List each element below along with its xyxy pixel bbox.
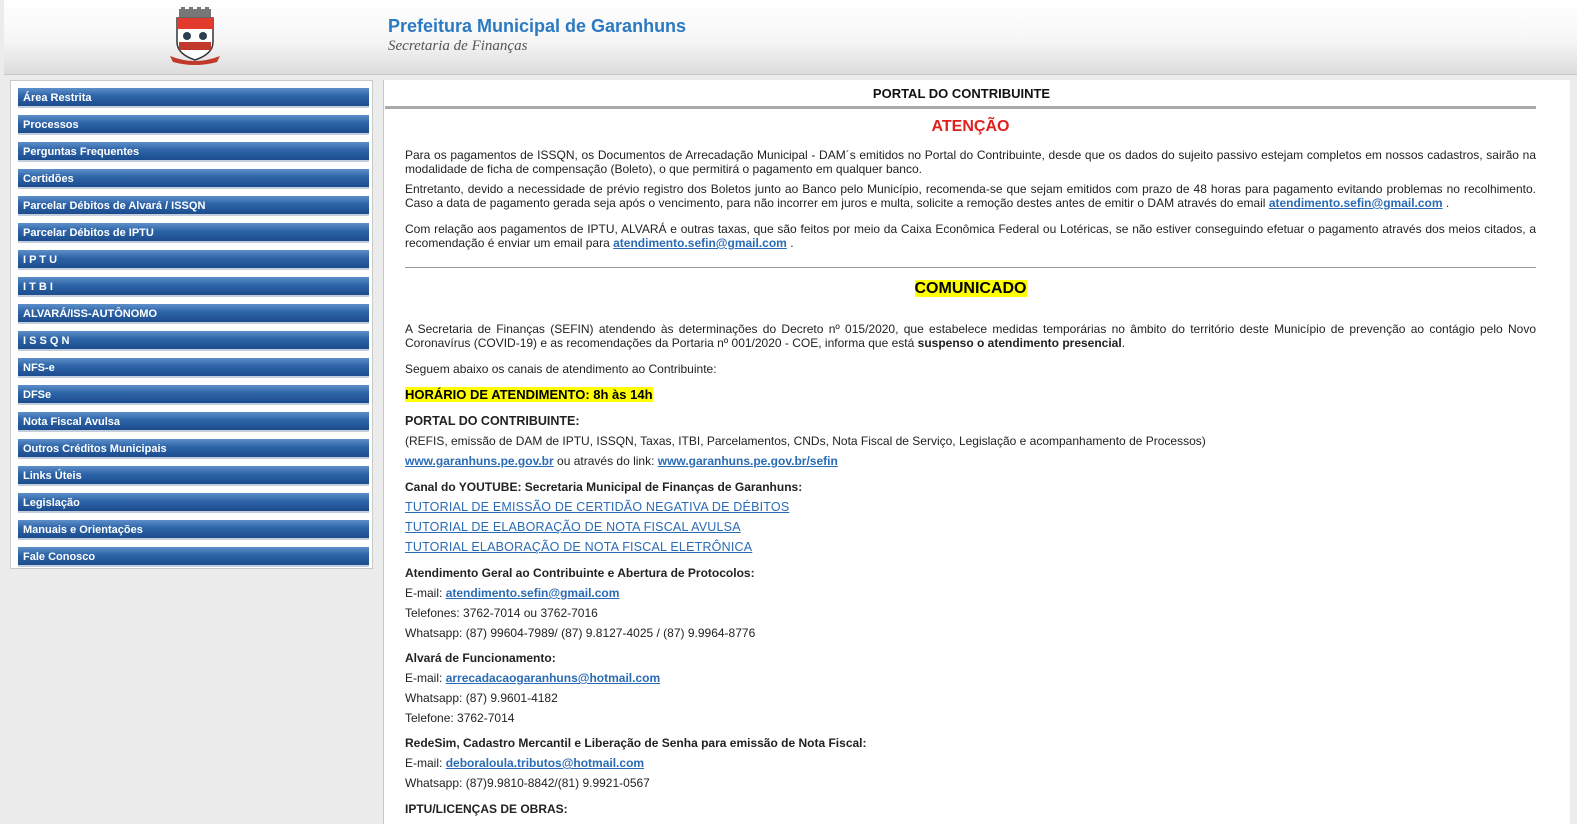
comunicado-suspenso-text: suspenso o atendimento presencial: [917, 336, 1122, 350]
sidebar-item-parcelar-iptu[interactable]: Parcelar Débitos de IPTU: [18, 223, 369, 243]
atencao-paragraph-2-text: Entretanto, devido a necessidade de prévio registro dos Boletos junto ao Banco pelo Município, recomenda-se que sejam emitidos com prazo de 48 horas para pagamento evitando problemas no recolhimento. Caso a data de pagamento gerada seja após o vencimento, para não incorrer em juros e multa, solicite a remoção destes antes de emitir o DAM através do email: [405, 182, 1536, 210]
youtube-link-item: [405, 540, 1536, 554]
sidebar-item-iptu[interactable]: I P T U: [18, 250, 369, 270]
page-header: [4, 0, 1577, 75]
comunicado-paragraph-1-text: A Secretaria de Finanças (SEFIN) atendendo às determinações do Decreto nº 015/2020, que estabelece medidas temporárias no âmbito do território deste Município de prevenção ao contágio pelo Novo Coronavírus (COVID-19) e as recomendações da Portaria nº 001/2020 - COE, informa que está: [405, 322, 1536, 350]
sidebar-item-dfse[interactable]: DFSe: [18, 385, 369, 405]
redesim-heading: RedeSim, Cadastro Mercantil e Liberação de Senha para emissão de Nota Fiscal:: [405, 736, 867, 750]
alvara-whatsapp: Whatsapp: (87) 9.9601-4182: [405, 691, 558, 705]
portal-links-line: [405, 454, 1536, 468]
sidebar-item-manuais-orientacoes[interactable]: Manuais e Orientações: [18, 520, 369, 540]
portal-heading: PORTAL DO CONTRIBUINTE:: [405, 414, 580, 428]
alvara-telefone: Telefone: 3762-7014: [405, 711, 515, 725]
sidebar-item-links-uteis[interactable]: Links Úteis: [18, 466, 369, 486]
portal-link-sefin[interactable]: www.garanhuns.pe.gov.br/sefin: [657, 454, 838, 468]
iptu-licencas-heading: IPTU/LICENÇAS DE OBRAS:: [405, 802, 568, 816]
title-divider: [385, 106, 1536, 109]
comunicado-paragraph-1-end: .: [1121, 336, 1126, 350]
youtube-link-nota-avulsa[interactable]: TUTORIAL DE ELABORAÇÃO DE NOTA FISCAL AVULSA: [405, 520, 741, 534]
site-title: Prefeitura Municipal de Garanhuns: [388, 16, 687, 36]
atendimento-heading: Atendimento Geral ao Contribuinte e Abertura de Protocolos:: [405, 566, 755, 580]
atendimento-whatsapp: Whatsapp: (87) 99604-7989/ (87) 9.8127-4025 / (87) 9.9964-8776: [405, 626, 756, 640]
sidebar-item-outros-creditos[interactable]: Outros Créditos Municipais: [18, 439, 369, 459]
comunicado-paragraph-2: Seguem abaixo os canais de atendimento ao Contribuinte:: [405, 362, 717, 376]
sidebar-item-processos[interactable]: Processos: [18, 115, 369, 135]
comunicado-heading: COMUNICADO: [914, 280, 1027, 297]
alvara-email-link[interactable]: arrecadacaogaranhuns@hotmail.com: [445, 671, 661, 685]
alvara-heading: Alvará de Funcionamento:: [405, 651, 556, 665]
sidebar-menu: [10, 80, 373, 569]
redesim-email-label: E-mail:: [405, 756, 443, 770]
section-divider: [405, 267, 1536, 268]
sidebar-item-nfs-e[interactable]: NFS-e: [18, 358, 369, 378]
sidebar-item-issqn[interactable]: I S S Q N: [18, 331, 369, 351]
youtube-link-nota-eletronica[interactable]: TUTORIAL ELABORAÇÃO DE NOTA FISCAL ELETRÔNICA: [405, 540, 753, 554]
sidebar-item-fale-conosco[interactable]: Fale Conosco: [18, 547, 369, 567]
atendimento-email-label: E-mail:: [405, 586, 443, 600]
sidebar-item-parcelar-alvara-issqn[interactable]: Parcelar Débitos de Alvará / ISSQN: [18, 196, 369, 216]
portal-description: (REFIS, emissão de DAM de IPTU, ISSQN, Taxas, ITBI, Parcelamentos, CNDs, Nota Fiscal de Serviço, Legislação e acompanhamento de Processos): [405, 434, 1206, 448]
portal-link-main[interactable]: www.garanhuns.pe.gov.br: [405, 454, 554, 468]
atendimento-telefones: Telefones: 3762-7014 ou 3762-7016: [405, 606, 598, 620]
atencao-heading: ATENÇÃO: [931, 118, 1010, 135]
sidebar-item-area-restrita[interactable]: Área Restrita: [18, 88, 369, 108]
youtube-heading: Canal do YOUTUBE: Secretaria Municipal de Finanças de Garanhuns:: [405, 480, 803, 494]
horario-wrap: [405, 387, 1536, 402]
atencao-paragraph-2: [405, 182, 1536, 210]
alvara-email-line: [405, 671, 1536, 685]
comunicado-heading-wrap: [405, 280, 1536, 298]
atencao-paragraph-3-text: Com relação aos pagamentos de IPTU, ALVARÁ e outras taxas, que são feitos por meio da Caixa Econômica Federal ou Lotéricas, se não estiver conseguindo efetuar o pagamento através dos meios citados, a recomendação é enviar um email para: [405, 222, 1536, 250]
atencao-paragraph-3-end: .: [790, 236, 794, 250]
main-content: [383, 80, 1570, 824]
atencao-email-link-1[interactable]: atendimento.sefin@gmail.com: [1268, 196, 1443, 210]
redesim-email-link[interactable]: deboraloula.tributos@hotmail.com: [445, 756, 645, 770]
municipal-crest-logo: [167, 6, 223, 66]
sidebar-item-alvara-iss-autonomo[interactable]: ALVARÁ/ISS-AUTÔNOMO: [18, 304, 369, 324]
comunicado-paragraph-1: [405, 322, 1536, 350]
alvara-email-label: E-mail:: [405, 671, 443, 685]
atendimento-email-line: [405, 586, 1536, 600]
atencao-paragraph-2-end: .: [1445, 196, 1450, 210]
youtube-link-certidao[interactable]: TUTORIAL DE EMISSÃO DE CERTIDÃO NEGATIVA DE DÉBITOS: [405, 500, 790, 514]
sidebar-item-legislacao[interactable]: Legislação: [18, 493, 369, 513]
sidebar-item-nota-fiscal-avulsa[interactable]: Nota Fiscal Avulsa: [18, 412, 369, 432]
page-title: PORTAL DO CONTRIBUINTE: [872, 86, 1051, 101]
portal-links-middle: ou através do link:: [557, 454, 655, 468]
atendimento-email-link[interactable]: atendimento.sefin@gmail.com: [445, 586, 620, 600]
youtube-link-item: [405, 500, 1536, 514]
site-subtitle: Secretaria de Finanças: [388, 38, 528, 54]
atencao-paragraph-3: [405, 222, 1536, 250]
atencao-paragraph-1: Para os pagamentos de ISSQN, os Documentos de Arrecadação Municipal - DAM´s emitidos no Portal do Contribuinte, desde que os dados do sujeito passivo estejam completos em nossos cadastros, sairão na modalidade de ficha de compensação (Boleto), o que permitirá o pagamento em qualquer banco.: [405, 148, 1536, 176]
sidebar-item-itbi[interactable]: I T B I: [18, 277, 369, 297]
sidebar-item-certidoes[interactable]: Certidões: [18, 169, 369, 189]
redesim-whatsapp: Whatsapp: (87)9.9810-8842/(81) 9.9921-0567: [405, 776, 650, 790]
youtube-link-item: [405, 520, 1536, 534]
redesim-email-line: [405, 756, 1536, 770]
horario-atendimento: HORÁRIO DE ATENDIMENTO: 8h às 14h: [405, 387, 653, 402]
sidebar-item-perguntas-frequentes[interactable]: Perguntas Frequentes: [18, 142, 369, 162]
atencao-email-link-2[interactable]: atendimento.sefin@gmail.com: [613, 236, 787, 250]
